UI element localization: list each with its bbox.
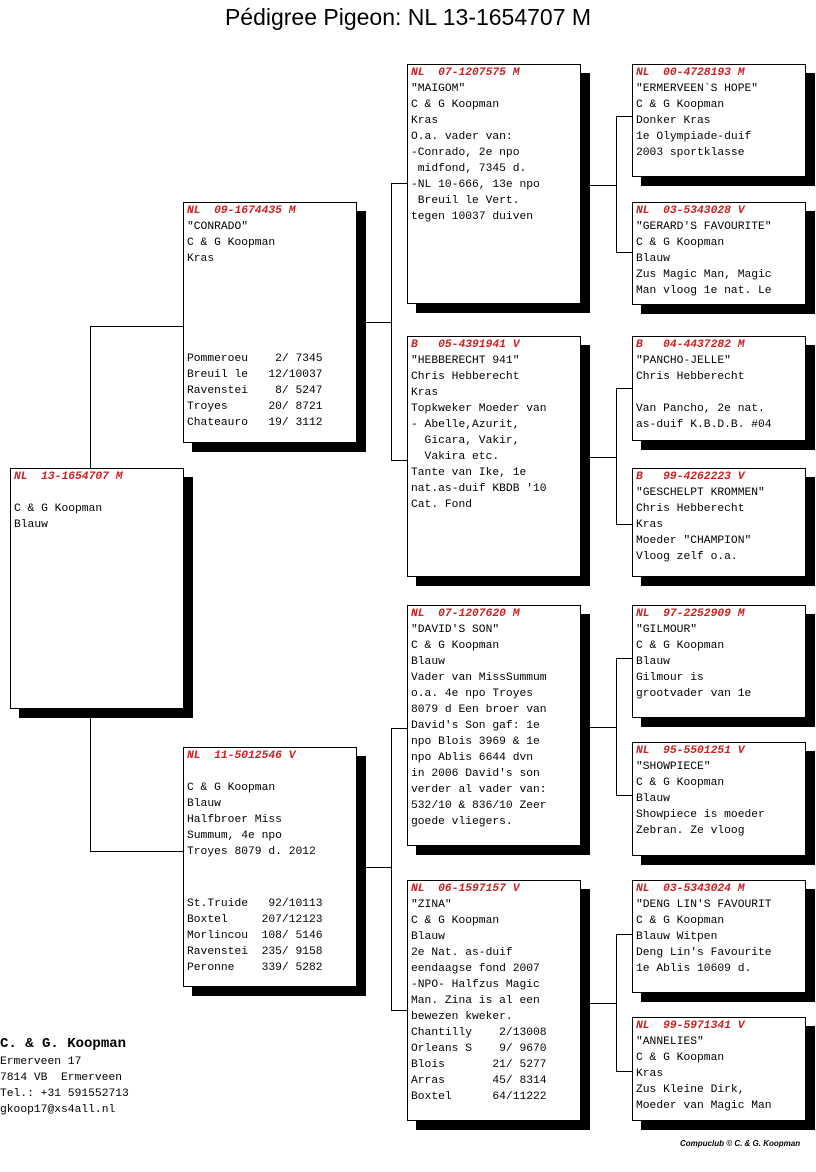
- connector-line: [616, 934, 617, 1071]
- pigeon-info-line: goede vliegers.: [411, 816, 513, 828]
- pigeon-card-dam-sire-sire[interactable]: [632, 605, 806, 718]
- ring-number: B 05-4391941 V: [411, 339, 520, 351]
- connector-line: [616, 1071, 632, 1072]
- pigeon-card-subject[interactable]: [10, 468, 184, 709]
- pigeon-info-line: Gicara, Vakir,: [411, 435, 520, 447]
- ring-number: NL 95-5501251 V: [636, 745, 745, 757]
- connector-line: [364, 322, 391, 323]
- connector-line: [616, 388, 632, 389]
- pigeon-info-line: 532/10 & 836/10 Zeer: [411, 800, 547, 812]
- pigeon-info-line: [14, 485, 180, 501]
- race-result-line: Morlincou 108/ 5146: [187, 930, 323, 942]
- pigeon-card-sire-sire[interactable]: [407, 64, 581, 304]
- pigeon-info-line: bewezen kweker.: [411, 1011, 513, 1023]
- pigeon-info-line: C & G Koopman: [636, 99, 725, 111]
- pigeon-info-line: C & G Koopman: [636, 1052, 725, 1064]
- connector-line: [616, 116, 632, 117]
- pigeon-info-line: as-duif K.B.D.B. #04: [636, 419, 772, 431]
- page-title: Pédigree Pigeon: NL 13-1654707 M: [224, 4, 592, 30]
- pigeon-card-sire[interactable]: [183, 202, 357, 443]
- race-result-line: Pommeroeu 2/ 7345: [187, 353, 323, 365]
- ring-number: NL 03-5343024 M: [636, 883, 745, 895]
- pigeon-info-line: C & G Koopman: [14, 503, 103, 515]
- pigeon-info-line: Orleans S 9/ 9670: [411, 1043, 547, 1055]
- pigeon-info-line: Zus Kleine Dirk,: [636, 1084, 745, 1096]
- pigeon-info-line: O.a. vader van:: [411, 131, 513, 143]
- pigeon-info-line: C & G Koopman: [411, 915, 500, 927]
- pigeon-info-line: "GILMOUR": [636, 624, 698, 636]
- race-result-line: Breuil le 12/10037: [187, 369, 323, 381]
- pigeon-info-line: "SHOWPIECE": [636, 761, 711, 773]
- pigeon-info-line: Kras: [411, 387, 439, 399]
- pigeon-info-line: 2e Nat. as-duif: [411, 947, 513, 959]
- pigeon-info-line: Boxtel 64/11222: [411, 1091, 547, 1103]
- ring-number: NL 99-5971341 V: [636, 1020, 745, 1032]
- connector-line: [90, 326, 91, 468]
- connector-line: [391, 728, 392, 1011]
- pigeon-info-line: Kras: [636, 519, 664, 531]
- pigeon-card-sire-sire-sire[interactable]: [632, 64, 806, 177]
- pigeon-info-line: 1e Olympiade-duif: [636, 131, 752, 143]
- connector-line: [589, 185, 616, 186]
- footer-credit: Compuclub © C. & G. Koopman: [680, 1139, 801, 1148]
- pigeon-info-line: Blauw: [411, 931, 445, 943]
- pigeon-info-line: "GESCHELPT KROMMEN": [636, 487, 765, 499]
- race-result-line: Ravenstei 235/ 9158: [187, 946, 323, 958]
- pigeon-card-dam-sire-dam[interactable]: [632, 742, 806, 856]
- pigeon-info-line: [187, 764, 353, 780]
- pigeon-info-line: Topkweker Moeder van: [411, 403, 547, 415]
- pigeon-info-line: -Conrado, 2e npo: [411, 147, 520, 159]
- pigeon-info-line: Van Pancho, 2e nat.: [636, 403, 765, 415]
- pigeon-info-line: o.a. 4e npo Troyes: [411, 688, 534, 700]
- pigeon-info-line: "CONRADO": [187, 221, 249, 233]
- connector-line: [589, 1003, 616, 1004]
- pigeon-card-dam-sire[interactable]: [407, 605, 581, 846]
- pigeon-info-line: Moeder "CHAMPION": [636, 535, 752, 547]
- connector-line: [616, 658, 617, 795]
- pigeon-info-line: -NL 10-666, 13e npo: [411, 179, 540, 191]
- pigeon-info-line: Blois 21/ 5277: [411, 1059, 547, 1071]
- ring-number: NL 03-5343028 V: [636, 205, 745, 217]
- pigeon-info-line: Donker Kras: [636, 115, 711, 127]
- pigeon-info-line: Moeder van Magic Man: [636, 1100, 772, 1112]
- pigeon-info-line: C & G Koopman: [636, 640, 725, 652]
- pigeon-info-line: "ANNELIES": [636, 1036, 704, 1048]
- ring-number: NL 11-5012546 V: [187, 750, 296, 762]
- pigeon-info-line: Cat. Fond: [411, 499, 473, 511]
- pigeon-info-line: Blauw: [636, 253, 670, 265]
- connector-line: [616, 116, 617, 252]
- pigeon-info-line: Deng Lin's Favourite: [636, 947, 772, 959]
- pigeon-info-line: C & G Koopman: [636, 915, 725, 927]
- pigeon-info-line: Chris Hebberecht: [636, 371, 745, 383]
- connector-line: [391, 183, 392, 461]
- pigeon-info-line: "DENG LIN'S FAVOURIT: [636, 899, 772, 911]
- pigeon-info-line: Blauw: [636, 656, 670, 668]
- pigeon-info-line: Blauw: [14, 519, 48, 531]
- breeder-email[interactable]: gkoop17@xs4all.nl: [0, 1104, 116, 1116]
- pigeon-card-dam[interactable]: [183, 747, 357, 987]
- pigeon-info-line: Kras: [636, 1068, 664, 1080]
- pigeon-info-line: Man. Zina is al een: [411, 995, 540, 1007]
- pigeon-card-sire-dam[interactable]: [407, 336, 581, 577]
- pigeon-info-line: David's Son gaf: 1e: [411, 720, 540, 732]
- pigeon-info-line: C & G Koopman: [187, 782, 276, 794]
- pigeon-info-line: Blauw: [636, 793, 670, 805]
- connector-line: [589, 727, 616, 728]
- connector-line: [391, 183, 407, 184]
- race-result-line: St.Truide 92/10113: [187, 898, 323, 910]
- pigeon-info-line: Showpiece is moeder: [636, 809, 765, 821]
- pigeon-info-line: Breuil le Vert.: [411, 195, 520, 207]
- pigeon-info-line: Blauw: [411, 656, 445, 668]
- pigeon-info-line: -NPO- Halfzus Magic: [411, 979, 540, 991]
- pigeon-info-line: Zus Magic Man, Magic: [636, 269, 772, 281]
- race-results: [187, 896, 353, 976]
- pigeon-info-line: C & G Koopman: [187, 237, 276, 249]
- pigeon-info-line: eendaagse fond 2007: [411, 963, 540, 975]
- pigeon-info-line: "MAIGOM": [411, 83, 466, 95]
- pigeon-info-line: C & G Koopman: [411, 99, 500, 111]
- connector-line: [364, 867, 391, 868]
- ring-number: NL 13-1654707 M: [14, 471, 123, 483]
- pigeon-info-line: verder al vader van:: [411, 784, 547, 796]
- pigeon-info-line: "DAVID'S SON": [411, 624, 500, 636]
- pigeon-info-line: nat.as-duif KBDB '10: [411, 483, 547, 495]
- connector-line: [616, 388, 617, 524]
- ring-number: NL 00-4728193 M: [636, 67, 745, 79]
- pigeon-info-line: C & G Koopman: [636, 237, 725, 249]
- connector-line: [616, 524, 632, 525]
- pigeon-info-line: grootvader van 1e: [636, 688, 752, 700]
- connector-line: [616, 252, 632, 253]
- pigeon-info-line: Chris Hebberecht: [636, 503, 745, 515]
- ring-number: B 99-4262223 V: [636, 471, 745, 483]
- race-result-line: Ravenstei 8/ 5247: [187, 385, 323, 397]
- pigeon-info-line: "PANCHO-JELLE": [636, 355, 731, 367]
- pigeon-card-dam-dam[interactable]: [407, 880, 581, 1121]
- connector-line: [391, 1010, 407, 1011]
- pigeon-info-line: Tante van Ike, 1e: [411, 467, 527, 479]
- pigeon-info-line: Vakira etc.: [411, 451, 500, 463]
- pigeon-info-line: npo Ablis 6644 dvn: [411, 752, 534, 764]
- ring-number: B 04-4437282 M: [636, 339, 745, 351]
- pigeon-info-line: C & G Koopman: [411, 640, 500, 652]
- race-result-line: Boxtel 207/12123: [187, 914, 323, 926]
- connector-line: [391, 728, 407, 729]
- pigeon-info-line: Troyes 8079 d. 2012: [187, 846, 316, 858]
- connector-line: [90, 851, 183, 852]
- pigeon-card-sire-dam-dam[interactable]: [632, 468, 806, 577]
- ring-number: NL 97-2252909 M: [636, 608, 745, 620]
- pigeon-info-line: - Abelle,Azurit,: [411, 419, 520, 431]
- pigeon-info-line: npo Blois 3969 & 1e: [411, 736, 540, 748]
- pigeon-info-line: "HEBBERECHT 941": [411, 355, 520, 367]
- pigeon-info-line: midfond, 7345 d.: [411, 163, 527, 175]
- pigeon-info-line: 2003 sportklasse: [636, 147, 745, 159]
- pigeon-info-line: in 2006 David's son: [411, 768, 540, 780]
- connector-line: [90, 718, 91, 852]
- race-results: [187, 351, 353, 431]
- ring-number: NL 09-1674435 M: [187, 205, 296, 217]
- pigeon-info-line: "ERMERVEEN`S HOPE": [636, 83, 759, 95]
- pigeon-info-line: 1e Ablis 10609 d.: [636, 963, 752, 975]
- breeder-address-line: 7814 VB Ermerveen: [0, 1072, 123, 1084]
- pigeon-info-line: Man vloog 1e nat. Le: [636, 285, 772, 297]
- pigeon-info-line: Vloog zelf o.a.: [636, 551, 738, 563]
- connector-line: [616, 658, 632, 659]
- pigeon-info-line: Zebran. Ze vloog: [636, 825, 745, 837]
- pigeon-info-line: "ZINA": [411, 899, 452, 911]
- pigeon-info-line: Chantilly 2/13008: [411, 1027, 547, 1039]
- connector-line: [90, 326, 183, 327]
- pigeon-info-line: Vader van MissSummum: [411, 672, 547, 684]
- pigeon-card-sire-sire-dam[interactable]: [632, 202, 806, 305]
- breeder-phone: Tel.: +31 591552713: [0, 1088, 129, 1100]
- connector-line: [589, 457, 616, 458]
- ring-number: NL 07-1207620 M: [411, 608, 520, 620]
- pigeon-card-dam-dam-sire[interactable]: [632, 880, 806, 993]
- pigeon-info-line: [636, 385, 802, 401]
- ring-number: NL 06-1597157 V: [411, 883, 520, 895]
- pigeon-info-line: Kras: [187, 253, 215, 265]
- race-result-line: Peronne 339/ 5282: [187, 962, 323, 974]
- pigeon-info-line: Blauw Witpen: [636, 931, 718, 943]
- breeder-address-line: Ermerveen 17: [0, 1056, 82, 1068]
- pigeon-info-line: C & G Koopman: [636, 777, 725, 789]
- pigeon-card-dam-dam-dam[interactable]: [632, 1017, 806, 1121]
- pigeon-info-line: Blauw: [187, 798, 221, 810]
- breeder-name: C. & G. Koopman: [0, 1036, 127, 1052]
- ring-number: NL 07-1207575 M: [411, 67, 520, 79]
- pigeon-info-line: Chris Hebberecht: [411, 371, 520, 383]
- pigeon-info-line: 8079 d Een broer van: [411, 704, 547, 716]
- connector-line: [616, 795, 632, 796]
- connector-line: [616, 934, 632, 935]
- pigeon-card-sire-dam-sire[interactable]: [632, 336, 806, 441]
- connector-line: [391, 460, 407, 461]
- race-result-line: Troyes 20/ 8721: [187, 401, 323, 413]
- race-result-line: Chateauro 19/ 3112: [187, 417, 323, 429]
- pigeon-info-line: Arras 45/ 8314: [411, 1075, 547, 1087]
- pigeon-info-line: Gilmour is: [636, 672, 704, 684]
- pigeon-info-line: Kras: [411, 115, 439, 127]
- pigeon-info-line: Summum, 4e npo: [187, 830, 282, 842]
- pigeon-info-line: tegen 10037 duiven: [411, 211, 534, 223]
- pigeon-info-line: Halfbroer Miss: [187, 814, 282, 826]
- breeder-info: [0, 1034, 129, 1118]
- pigeon-info-line: "GERARD'S FAVOURITE": [636, 221, 772, 233]
